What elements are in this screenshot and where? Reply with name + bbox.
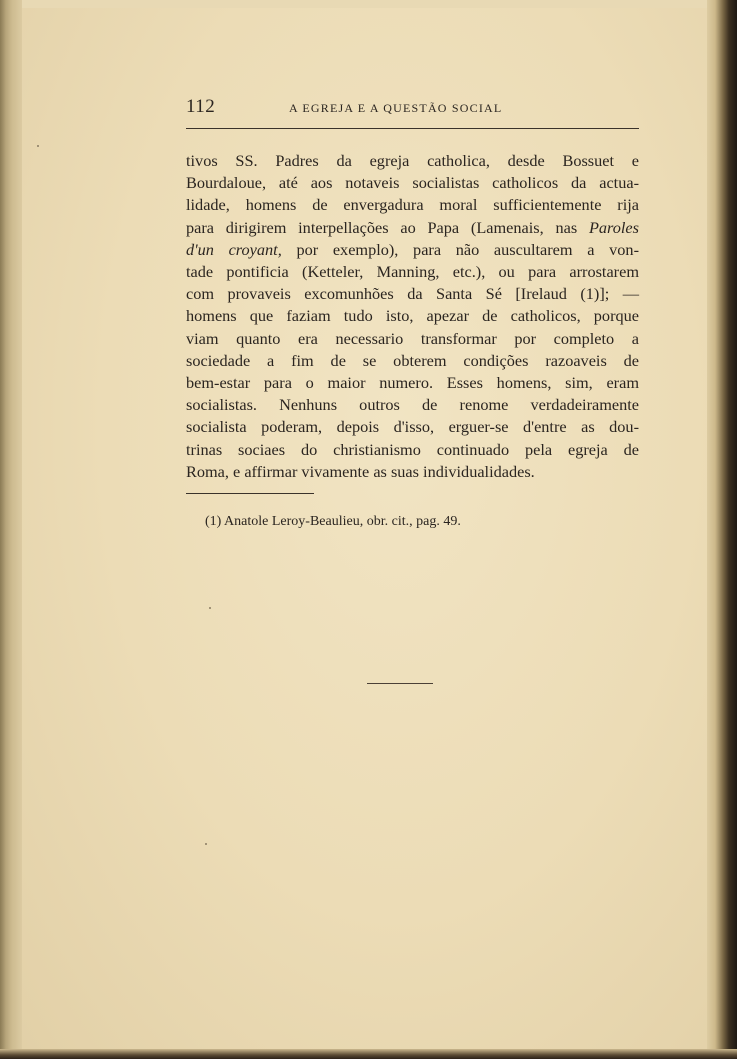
text-line: homens que faziam tudo isto, apezar de catholicos, porque [186,306,639,326]
text-line: com provaveis excomunhões da Santa Sé [Irelaud (1)]; — [186,284,639,304]
italic-title: Paroles [588,217,639,237]
text-line: lidade, homens de envergadura moral sufficientemente rija [186,195,639,215]
text-line: tade pontificia (Ketteler, Manning, etc.), ou para arrostarem [186,262,639,282]
text-line: socialista poderam, depois d'isso, erguer-se d'entre as dou- [186,417,639,437]
running-title: A EGREJA E A QUESTÃO SOCIAL [289,101,503,115]
text-line [186,239,639,261]
text-line [186,217,639,239]
text-line: socialistas. Nenhuns outros de renome verdadeiramente [186,395,639,415]
text-line: trinas sociaes do christianismo continuado pela egreja de [186,439,639,459]
text-line: Bourdaloue, até aos notaveis socialistas catholicos da actua- [186,173,639,193]
bottom-page-edge [0,1049,737,1059]
page-number: 112 [186,96,216,117]
page-header [186,96,640,126]
paper-speck [37,145,39,147]
right-page-edge [707,0,737,1059]
footnote: (1) Anatole Leroy-Beaulieu, obr. cit., pag. 49. [205,514,461,529]
paper-speck [209,607,211,609]
text-line: viam quanto era necessario transformar por completo a [186,328,639,348]
body-paragraph [186,150,639,483]
footnote-rule [186,493,314,494]
paper-speck [205,843,207,845]
text-line: tivos SS. Padres da egreja catholica, desde Bossuet e [186,151,639,170]
header-rule [186,128,639,129]
text-line: Roma, e affirmar vivamente as suas individualidades. [186,461,535,481]
left-page-edge [0,0,22,1059]
text-segment: para dirigirem interpellações ao Papa (Lamenais, nas [186,217,589,237]
text-line: bem-estar para o maior numero. Esses homens, sim, eram [186,373,639,393]
italic-title-cont: d'un croyant, [186,239,282,259]
text-line: sociedade a fim de se obterem condições razoaveis de [186,350,639,370]
end-rule [367,683,433,684]
text-segment: por exemplo), para não auscultarem a von- [281,239,639,259]
